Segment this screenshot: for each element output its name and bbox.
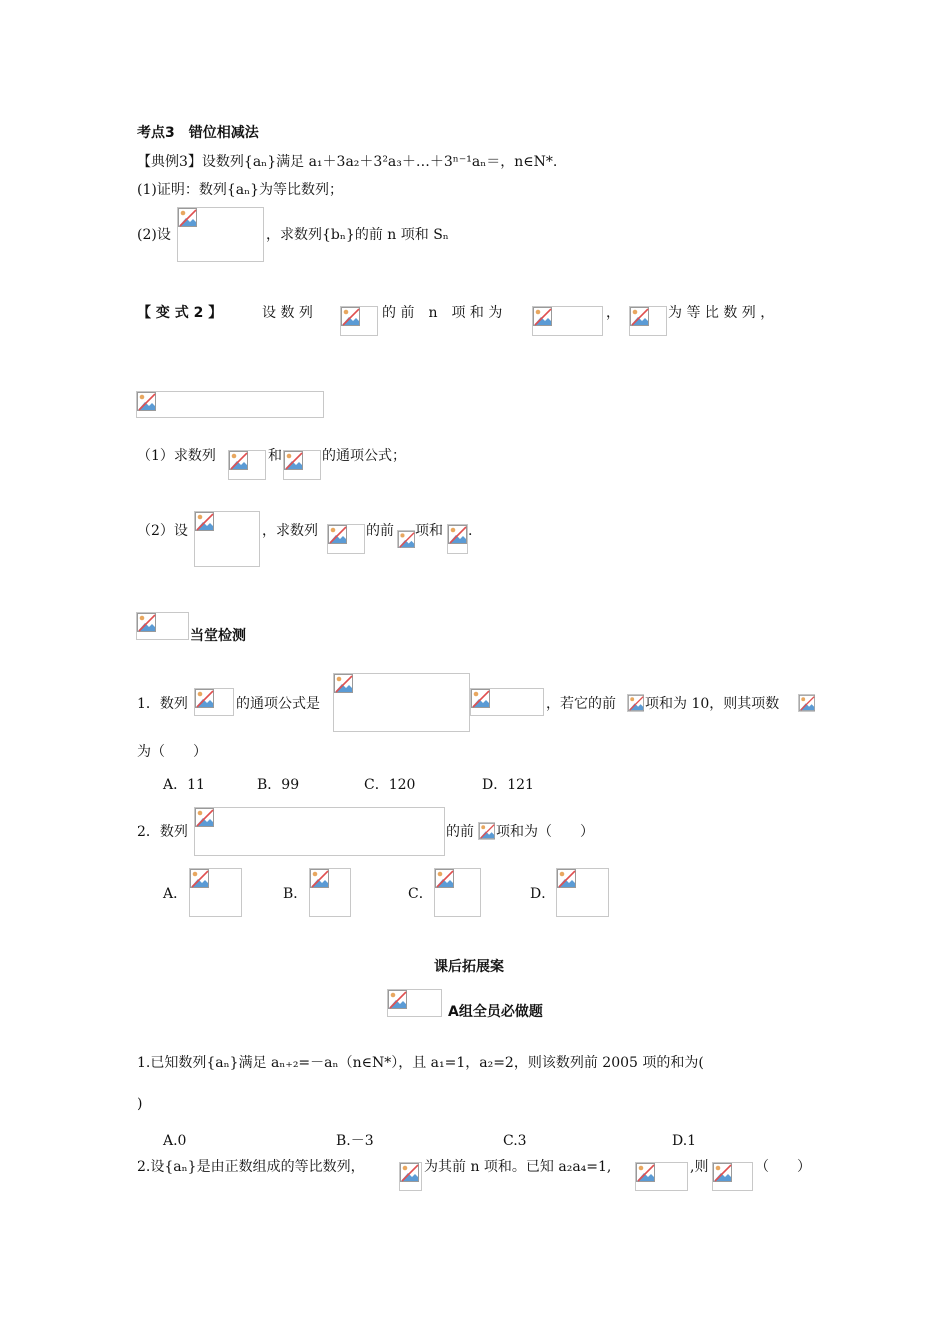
option: A． bbox=[163, 886, 188, 902]
variant-q1-post: 的通项公式； bbox=[322, 448, 406, 464]
option: A.0 bbox=[163, 1133, 187, 1149]
broken-image-icon bbox=[137, 613, 156, 632]
after-q2-end: （ ） bbox=[755, 1159, 811, 1175]
broken-image-icon bbox=[341, 307, 360, 326]
broken-image-icon bbox=[636, 1163, 655, 1182]
variant-text-3: ， bbox=[606, 305, 620, 321]
broken-image-icon bbox=[557, 869, 576, 888]
after-q1-line1: 1.已知数列{aₙ}满足 aₙ₊₂=－aₙ（n∈N*），且 a₁=1，a₂=2，则该数列前 2005 项的和为( bbox=[137, 1055, 704, 1071]
formula-image bbox=[309, 868, 351, 917]
after-q1-line2: ) bbox=[137, 1096, 143, 1112]
option: D． bbox=[530, 886, 556, 902]
variant-text-2: 的 前 n 项 和 为 bbox=[382, 305, 503, 321]
variant-q2-end: . bbox=[468, 523, 473, 539]
broken-image-icon bbox=[284, 451, 303, 470]
formula-image bbox=[397, 530, 415, 548]
broken-image-icon bbox=[400, 1163, 419, 1182]
variant-tag: 【 变 式 2 】 bbox=[137, 305, 223, 321]
option: C． bbox=[408, 886, 433, 902]
variant-q2-mid3: 项和 bbox=[415, 523, 443, 539]
broken-image-icon bbox=[388, 990, 407, 1009]
check-q1-mid3: 项和为 10，则其项数 bbox=[645, 696, 780, 712]
broken-image-icon bbox=[628, 695, 644, 711]
formula-image bbox=[556, 868, 609, 917]
formula-image bbox=[447, 524, 468, 554]
broken-image-icon bbox=[310, 869, 329, 888]
formula-image bbox=[399, 1162, 422, 1191]
option: B．99 bbox=[257, 777, 300, 793]
broken-image-icon bbox=[799, 695, 815, 711]
broken-image-icon bbox=[630, 307, 649, 326]
formula-image bbox=[136, 612, 189, 640]
variant-q2-mid: ，求数列 bbox=[262, 523, 318, 539]
formula-image bbox=[387, 989, 442, 1017]
formula-image bbox=[635, 1162, 688, 1191]
variant-text-4: 为 等 比 数 列 ， bbox=[668, 305, 775, 321]
after-q2-mid: 为其前 n 项和。已知 a₂a₄=1, bbox=[424, 1159, 612, 1175]
broken-image-icon bbox=[448, 525, 467, 544]
after-q2-pre: 2.设{aₙ}是由正数组成的等比数列， bbox=[137, 1159, 365, 1175]
formula-image bbox=[470, 688, 544, 716]
example-text: 设数列{aₙ}满足 a₁＋3a₂＋3²a₃＋…＋3ⁿ⁻¹aₙ＝，n∈N*. bbox=[201, 154, 558, 170]
formula-image bbox=[340, 306, 378, 336]
option: D.1 bbox=[672, 1133, 697, 1149]
formula-image bbox=[194, 688, 234, 716]
broken-image-icon bbox=[479, 823, 495, 839]
broken-image-icon bbox=[195, 808, 214, 827]
option: D．121 bbox=[482, 777, 534, 793]
broken-image-icon bbox=[328, 525, 347, 544]
variant-text-1: 设 数 列 bbox=[262, 305, 313, 321]
formula-image bbox=[283, 450, 321, 480]
broken-image-icon bbox=[334, 674, 353, 693]
check-q1-mid2: ，若它的前 bbox=[546, 696, 616, 712]
broken-image-icon bbox=[713, 1163, 732, 1182]
part2-pre: (2)设 bbox=[137, 227, 171, 243]
formula-image bbox=[478, 822, 495, 840]
option: C.3 bbox=[503, 1133, 527, 1149]
option: C．120 bbox=[364, 777, 416, 793]
formula-image bbox=[627, 694, 644, 712]
formula-image bbox=[532, 306, 603, 336]
broken-image-icon bbox=[398, 531, 415, 548]
option: B． bbox=[283, 886, 308, 902]
check-title: 当堂检测 bbox=[190, 628, 246, 644]
formula-image bbox=[327, 524, 365, 554]
formula-image bbox=[434, 868, 481, 917]
example-line bbox=[137, 153, 557, 171]
check-q2-post: 的前 bbox=[446, 824, 474, 840]
check-q1-mid: 的通项公式是 bbox=[236, 696, 320, 712]
part1: (1)证明：数列{aₙ}为等比数列； bbox=[137, 182, 344, 198]
broken-image-icon bbox=[137, 392, 156, 411]
check-q2-pre: 2．数列 bbox=[137, 824, 188, 840]
broken-image-icon bbox=[178, 208, 197, 227]
formula-image bbox=[798, 694, 815, 712]
check-q1-end: 为（ ） bbox=[137, 744, 207, 760]
broken-image-icon bbox=[190, 869, 209, 888]
variant-q1-mid: 和 bbox=[268, 448, 282, 464]
after-title: 课后拓展案 bbox=[434, 959, 504, 975]
variant-q1-pre: （1）求数列 bbox=[137, 448, 216, 464]
formula-image bbox=[333, 673, 470, 732]
formula-image bbox=[189, 868, 242, 917]
formula-image bbox=[177, 207, 264, 262]
variant-q2-mid2: 的前 bbox=[366, 523, 394, 539]
broken-image-icon bbox=[195, 512, 214, 531]
broken-image-icon bbox=[229, 451, 248, 470]
option: A．11 bbox=[163, 777, 205, 793]
formula-image bbox=[228, 450, 266, 480]
broken-image-icon bbox=[533, 307, 552, 326]
formula-image bbox=[194, 511, 260, 567]
example-tag: 【典例3】 bbox=[137, 154, 202, 170]
formula-image bbox=[712, 1162, 753, 1191]
formula-image bbox=[629, 306, 667, 336]
part2-post: ，求数列{bₙ}的前 n 项和 Sₙ bbox=[266, 227, 449, 243]
check-q2-post2: 项和为（ ） bbox=[496, 824, 594, 840]
after-q2-mid2: ,则 bbox=[690, 1159, 709, 1175]
variant-q2-pre: （2）设 bbox=[137, 523, 188, 539]
check-q1-pre: 1．数列 bbox=[137, 696, 188, 712]
formula-image bbox=[136, 391, 324, 418]
broken-image-icon bbox=[195, 689, 214, 708]
option: B.－3 bbox=[336, 1133, 374, 1149]
broken-image-icon bbox=[471, 689, 490, 708]
broken-image-icon bbox=[435, 869, 454, 888]
group-title: A组全员必做题 bbox=[448, 1004, 543, 1020]
formula-image bbox=[194, 807, 445, 856]
section-title: 考点3 错位相减法 bbox=[137, 125, 259, 141]
